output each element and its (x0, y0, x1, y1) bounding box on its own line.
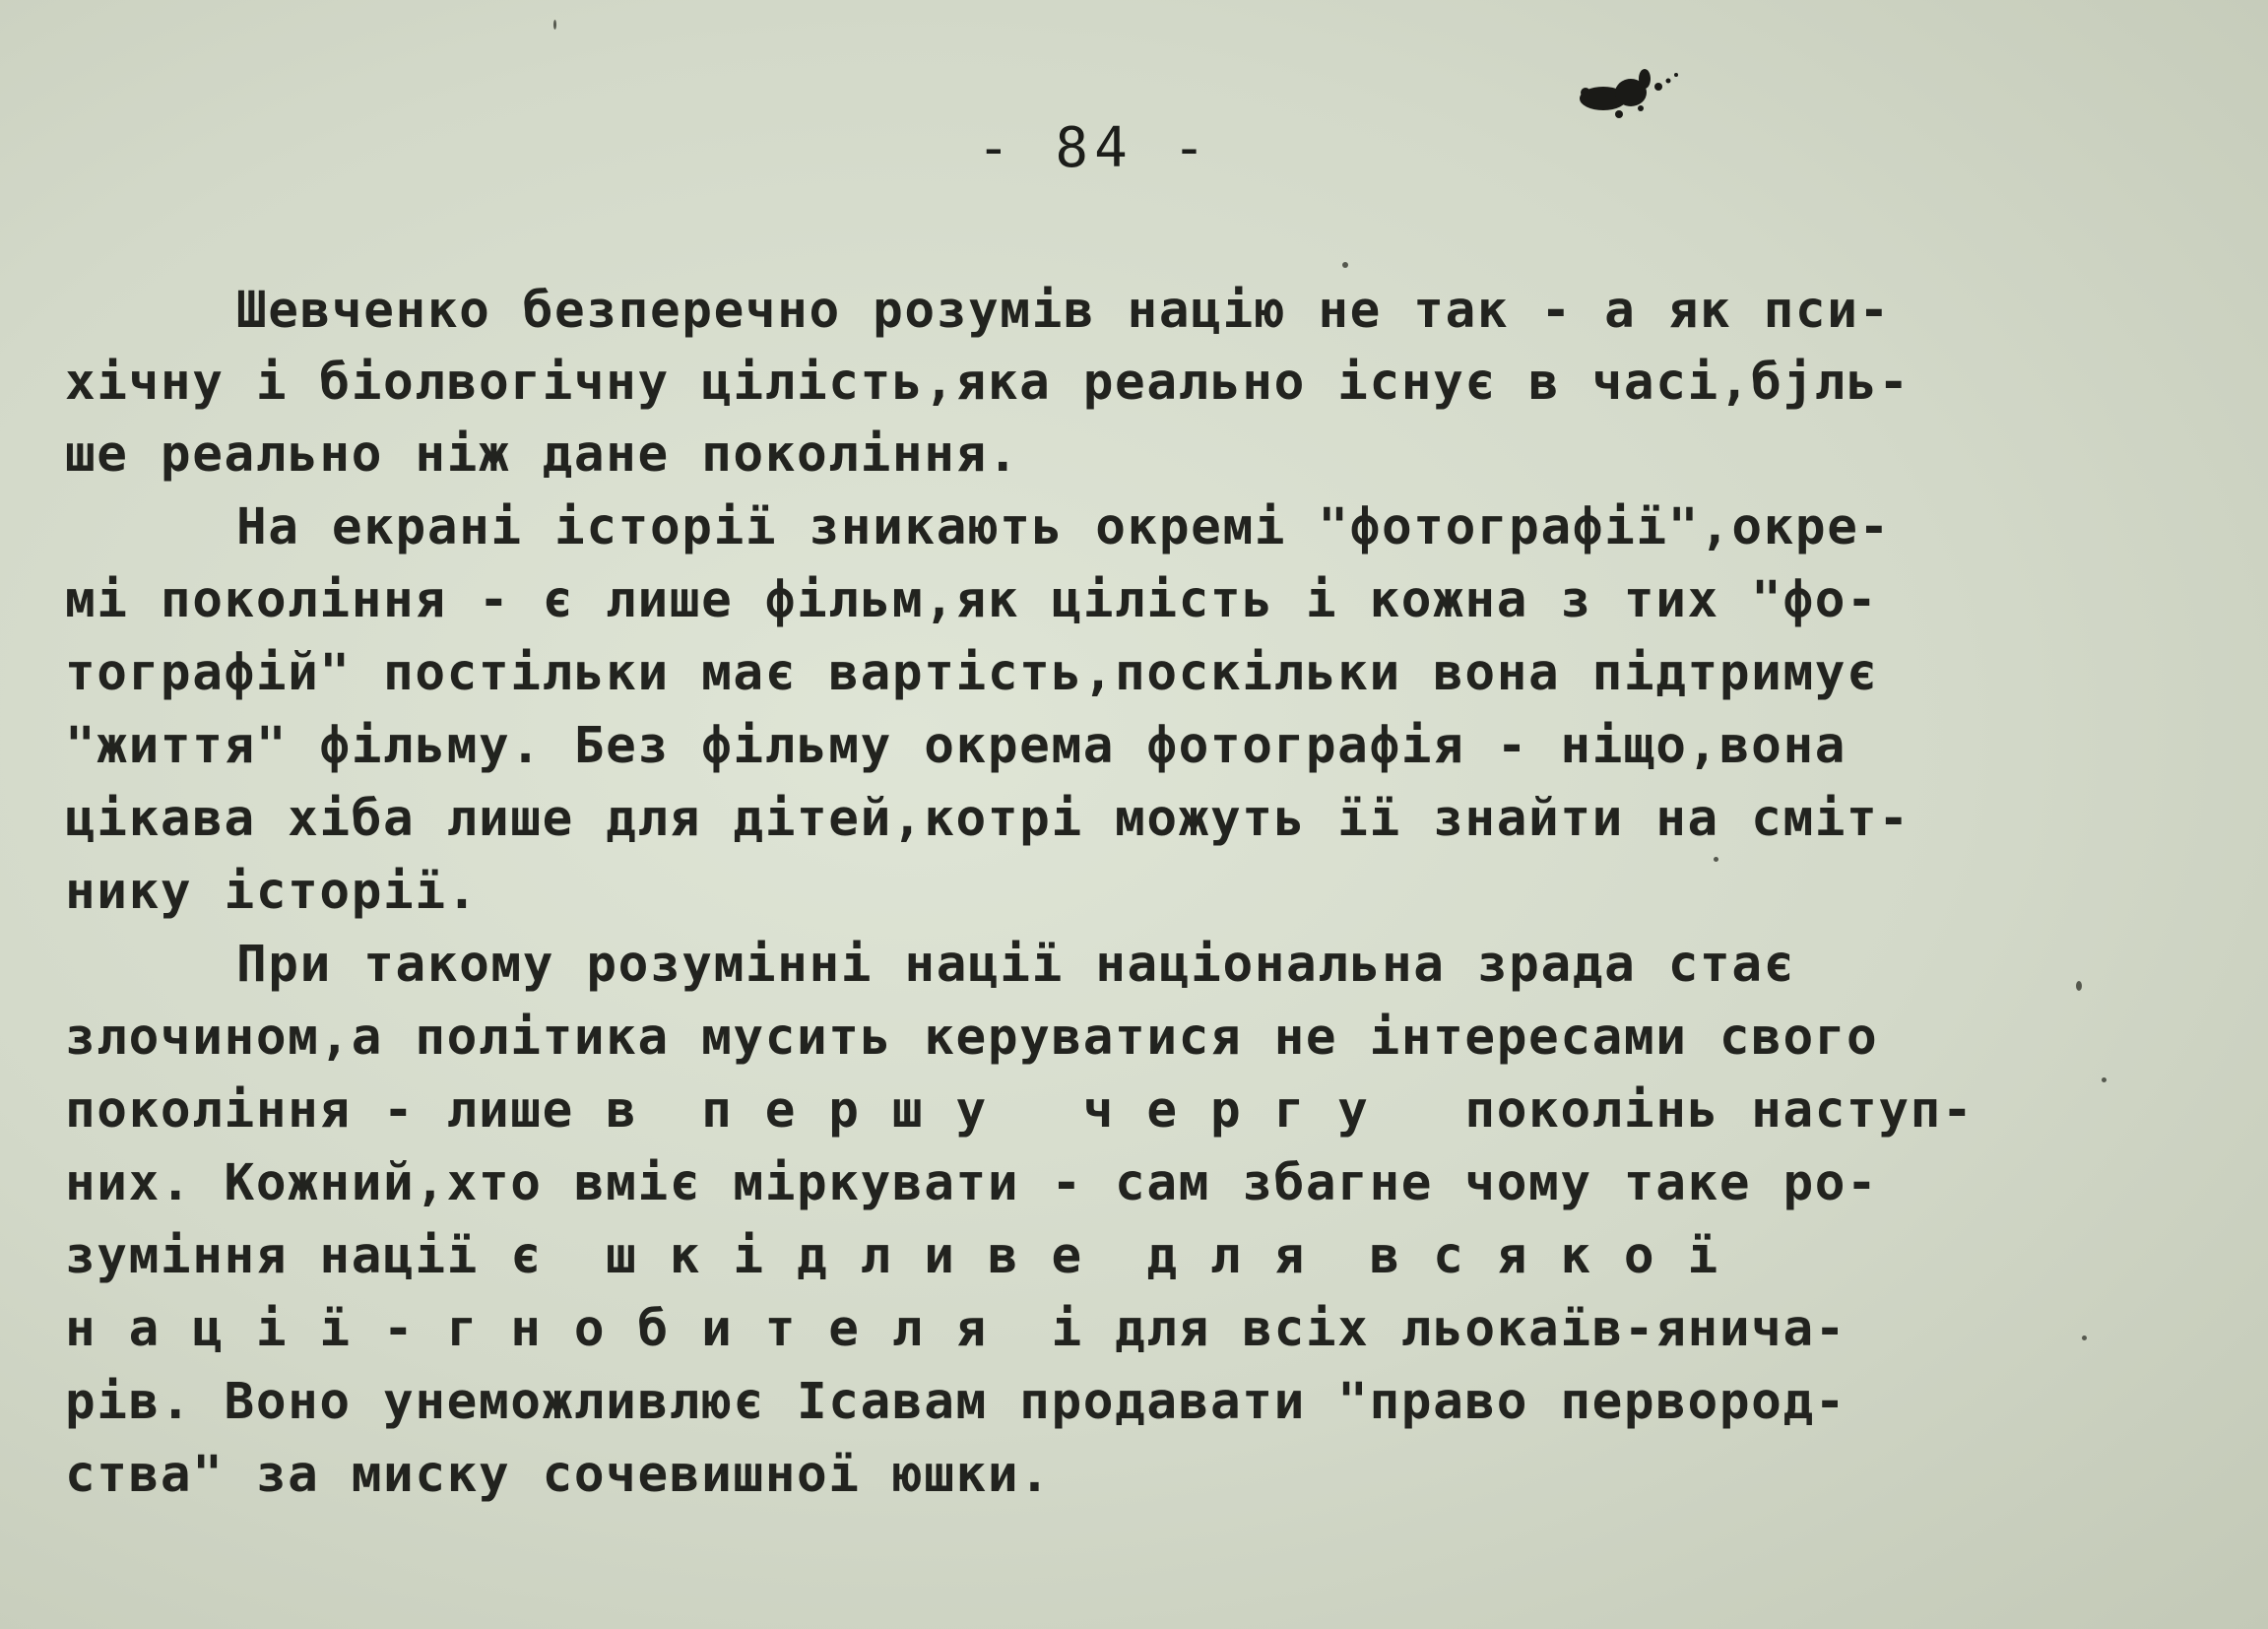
page-number: - 84 - (977, 116, 1212, 180)
text-line: цікава хіба лише для дітей,котрі можуть її знайти на сміт- (65, 790, 1911, 848)
text-line: хічну і біолвогічну цілість,яка реально існує в часі,бjль- (65, 354, 1911, 412)
text-line: мі покоління - є лише фільм,як цілість і кожна з тих "фо- (65, 571, 1879, 629)
text-line: зуміння нації є ш к і д л и в е д л я в с я к о ї (65, 1227, 1719, 1285)
text-line: рів. Воно унеможливлює Ісавам продавати "право первород- (65, 1373, 1847, 1431)
paper-speck (1342, 262, 1348, 268)
text-line: них. Кожний,хто вміє міркувати - сам збагне чому таке ро- (65, 1154, 1879, 1212)
paper-speck (2082, 1336, 2087, 1340)
text-line: покоління - лише в п е р ш у ч е р г у поколінь наступ- (65, 1081, 1975, 1140)
text-line: Шевченко безперечно розумів націю не так - а як пси- (236, 282, 1891, 340)
text-line: На екрані історії зникають окремі "фотографії",окре- (236, 498, 1891, 556)
text-line: н а ц і ї - г н о б и т е л я і для всіх льокаїв-янича- (65, 1300, 1847, 1358)
paper-speck (2076, 981, 2082, 991)
text-line: ше реально ніж дане покоління. (65, 425, 1020, 484)
text-line: тографій" постільки має вартість,поскільки вона підтримує (65, 644, 1879, 702)
paper-speck (1714, 857, 1718, 862)
text-line: злочином,а політика мусить керуватися не інтересами свого (65, 1009, 1879, 1067)
text-line: нику історії. (65, 863, 479, 921)
paper-speck (2102, 1077, 2106, 1082)
paper-speck (553, 20, 556, 30)
text-line: "життя" фільму. Без фільму окрема фотографія - ніщо,вона (65, 717, 1847, 775)
text-line: ства" за миску сочевишної юшки. (65, 1446, 1052, 1504)
text-line: При такому розумінні нації національна зрада стає (236, 936, 1795, 994)
